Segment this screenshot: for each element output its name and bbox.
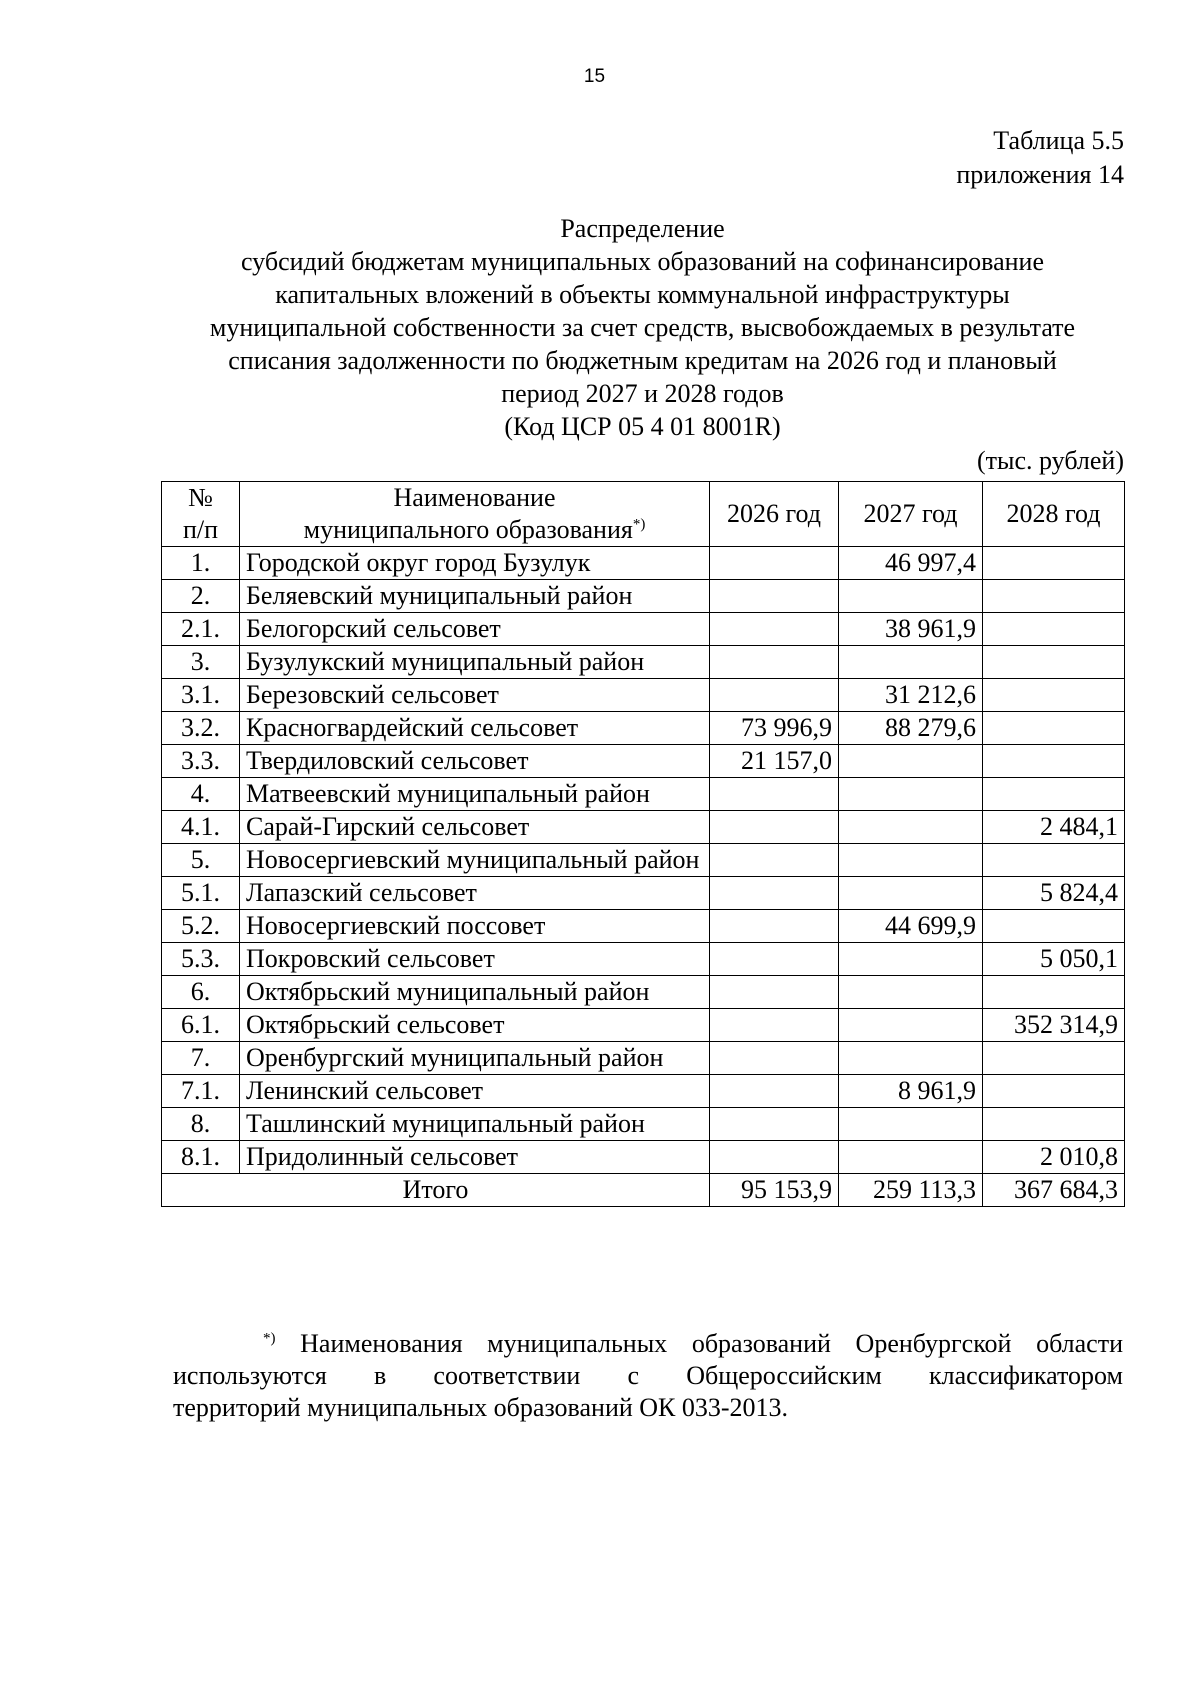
table-row (162, 1009, 1125, 1042)
title-code: (Код ЦСР 05 4 01 8001R) (504, 412, 781, 441)
row-2028 (983, 976, 1125, 1009)
row-name: Ленинский сельсовет (240, 1075, 710, 1108)
row-2027 (839, 1141, 983, 1174)
row-2028 (983, 646, 1125, 679)
table-row (162, 1108, 1125, 1141)
row-number: 5.2. (162, 910, 240, 943)
table-row (162, 679, 1125, 712)
row-2026 (710, 943, 839, 976)
row-2026 (710, 778, 839, 811)
row-number: 5.3. (162, 943, 240, 976)
row-2028 (983, 1042, 1125, 1075)
row-number: 3.3. (162, 745, 240, 778)
row-2026 (710, 1009, 839, 1042)
row-2027 (839, 1042, 983, 1075)
total-2027: 259 113,3 (839, 1174, 983, 1207)
row-2027 (839, 811, 983, 844)
row-number: 3.1. (162, 679, 240, 712)
row-2027 (839, 778, 983, 811)
table-header-row (162, 482, 1125, 547)
table-row (162, 778, 1125, 811)
table-body (162, 547, 1125, 1174)
table-row (162, 712, 1125, 745)
row-2028 (983, 679, 1125, 712)
row-name: Ташлинский муниципальный район (240, 1108, 710, 1141)
row-2026 (710, 679, 839, 712)
table-row (162, 646, 1125, 679)
title-line: субсидий бюджетам муниципальных образований на софинансирование (240, 247, 1045, 276)
row-2026 (710, 1108, 839, 1141)
row-number: 2.1. (162, 613, 240, 646)
title-line: Распределение (560, 214, 725, 243)
row-number: 4. (162, 778, 240, 811)
row-2027 (839, 877, 983, 910)
row-number: 2. (162, 580, 240, 613)
row-2028: 2 484,1 (983, 811, 1125, 844)
table-row (162, 745, 1125, 778)
row-2027: 8 961,9 (839, 1075, 983, 1108)
table-row (162, 811, 1125, 844)
row-2026 (710, 976, 839, 1009)
row-2026 (710, 1075, 839, 1108)
row-2026 (710, 877, 839, 910)
row-number: 3.2. (162, 712, 240, 745)
title-line: период 2027 и 2028 годов (501, 379, 784, 408)
row-2028: 5 050,1 (983, 943, 1125, 976)
row-number: 5.1. (162, 877, 240, 910)
row-2027 (839, 1108, 983, 1141)
header-number: № п/п (162, 482, 240, 547)
row-2026 (710, 580, 839, 613)
row-name: Бузулукский муниципальный район (240, 646, 710, 679)
row-name: Октябрьский сельсовет (240, 1009, 710, 1042)
row-number: 7. (162, 1042, 240, 1075)
row-name: Твердиловский сельсовет (240, 745, 710, 778)
row-2028 (983, 745, 1125, 778)
table-row (162, 943, 1125, 976)
row-name: Сарай-Гирский сельсовет (240, 811, 710, 844)
row-2027 (839, 745, 983, 778)
row-2028: 5 824,4 (983, 877, 1125, 910)
row-2028 (983, 910, 1125, 943)
row-2026 (710, 1141, 839, 1174)
row-name: Октябрьский муниципальный район (240, 976, 710, 1009)
distribution-table (161, 481, 1125, 1207)
row-name: Березовский сельсовет (240, 679, 710, 712)
header-2026: 2026 год (710, 482, 839, 547)
row-2027 (839, 1009, 983, 1042)
row-2027: 38 961,9 (839, 613, 983, 646)
row-2028 (983, 844, 1125, 877)
total-2028: 367 684,3 (983, 1174, 1125, 1207)
table-total-row (162, 1174, 1125, 1207)
row-number: 5. (162, 844, 240, 877)
row-name: Городской округ город Бузулук (240, 547, 710, 580)
row-2028 (983, 547, 1125, 580)
units-label: (тыс. рублей) (976, 446, 1124, 475)
row-name: Белогорский сельсовет (240, 613, 710, 646)
row-2028 (983, 1075, 1125, 1108)
row-name: Красногвардейский сельсовет (240, 712, 710, 745)
row-2028 (983, 613, 1125, 646)
table-row (162, 1075, 1125, 1108)
row-name: Лапазский сельсовет (240, 877, 710, 910)
row-name: Оренбургский муниципальный район (240, 1042, 710, 1075)
table-reference-line1: Таблица 5.5 (993, 126, 1124, 155)
row-2027: 46 997,4 (839, 547, 983, 580)
table-row (162, 1042, 1125, 1075)
footnote-text-rest: территорий муниципальных образований ОК 033-2013. (173, 1393, 789, 1422)
table-row (162, 976, 1125, 1009)
row-2028 (983, 778, 1125, 811)
title-line: списания задолженности по бюджетным кредитам на 2026 год и плановый (228, 346, 1057, 375)
table-reference-line2: приложения 14 (956, 160, 1124, 189)
table-row (162, 877, 1125, 910)
footnote-text: Наименования муниципальных образований Оренбургской области используются в соответствии с Общероссийским классификатором (173, 1329, 1123, 1390)
header-2027: 2027 год (839, 482, 983, 547)
row-number: 6. (162, 976, 240, 1009)
footnote-mark: *) (263, 1330, 276, 1347)
row-2028 (983, 712, 1125, 745)
row-2028: 352 314,9 (983, 1009, 1125, 1042)
row-number: 4.1. (162, 811, 240, 844)
row-name: Новосергиевский поссовет (240, 910, 710, 943)
row-2026 (710, 613, 839, 646)
row-number: 6.1. (162, 1009, 240, 1042)
table-reference (724, 124, 1124, 192)
title-line: муниципальной собственности за счет средств, высвобождаемых в результате (209, 313, 1076, 342)
table-row (162, 1141, 1125, 1174)
row-name: Матвеевский муниципальный район (240, 778, 710, 811)
table-row (162, 844, 1125, 877)
row-2027 (839, 976, 983, 1009)
row-2027: 88 279,6 (839, 712, 983, 745)
document-title (160, 212, 1125, 443)
row-2026 (710, 1042, 839, 1075)
row-2026: 21 157,0 (710, 745, 839, 778)
row-2027 (839, 646, 983, 679)
row-2027 (839, 844, 983, 877)
header-name: Наименование муниципального образования*) (240, 482, 710, 547)
row-2028: 2 010,8 (983, 1141, 1125, 1174)
row-2026 (710, 547, 839, 580)
title-line: капитальных вложений в объекты коммунальной инфраструктуры (275, 280, 1010, 309)
row-2027: 44 699,9 (839, 910, 983, 943)
page-number: 15 (583, 66, 606, 87)
table-row (162, 613, 1125, 646)
row-2027 (839, 943, 983, 976)
row-name: Придолинный сельсовет (240, 1141, 710, 1174)
row-2026: 73 996,9 (710, 712, 839, 745)
total-2026: 95 153,9 (710, 1174, 839, 1207)
row-2027: 31 212,6 (839, 679, 983, 712)
footnote (173, 1328, 1123, 1424)
footnote-mark: *) (632, 516, 646, 533)
row-number: 8.1. (162, 1141, 240, 1174)
row-2026 (710, 910, 839, 943)
row-2026 (710, 811, 839, 844)
row-2028 (983, 1108, 1125, 1141)
row-number: 7.1. (162, 1075, 240, 1108)
row-2028 (983, 580, 1125, 613)
row-name: Покровский сельсовет (240, 943, 710, 976)
row-number: 8. (162, 1108, 240, 1141)
row-name: Новосергиевский муниципальный район (240, 844, 710, 877)
row-number: 1. (162, 547, 240, 580)
row-name: Беляевский муниципальный район (240, 580, 710, 613)
row-2026 (710, 844, 839, 877)
table-row (162, 547, 1125, 580)
total-label: Итого (162, 1174, 710, 1207)
table-row (162, 910, 1125, 943)
row-2026 (710, 646, 839, 679)
row-2027 (839, 580, 983, 613)
row-number: 3. (162, 646, 240, 679)
header-2028: 2028 год (983, 482, 1125, 547)
table-row (162, 580, 1125, 613)
